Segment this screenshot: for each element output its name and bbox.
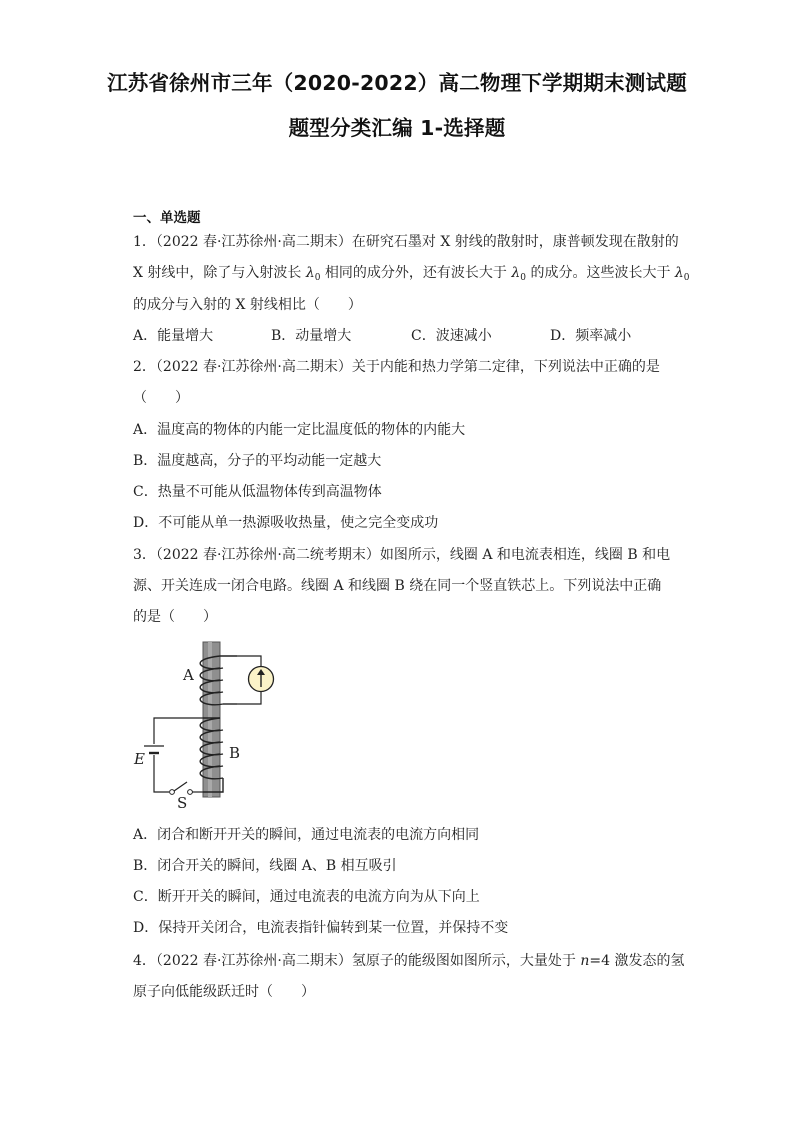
coil-a-label: A xyxy=(183,666,194,684)
q2-option-d: D．不可能从单一热源吸收热量，使之完全变成功 xyxy=(133,515,439,531)
q3-stem-line-3: 的是（ ） xyxy=(133,609,217,625)
battery-icon xyxy=(144,746,164,753)
q3-option-b: B．闭合开关的瞬间，线圈 A、B 相互吸引 xyxy=(133,858,397,874)
q2-option-a: A．温度高的物体的内能一定比温度低的物体的内能大 xyxy=(133,422,466,438)
document-title-line-2: 题型分类汇编 1-选择题 xyxy=(288,116,506,140)
q2-stem-line-1: 2．（2022 春·江苏徐州·高二期末）关于内能和热力学第二定律，下列说法中正确的是 xyxy=(133,359,660,375)
q2-option-c: C．热量不可能从低温物体传到高温物体 xyxy=(133,484,382,500)
coil-circuit-figure xyxy=(125,636,295,816)
q4-stem-line-2: 原子向低能级跃迁时（ ） xyxy=(133,984,315,1000)
q3-option-c: C．断开开关的瞬间，通过电流表的电流方向为从下向上 xyxy=(133,889,480,905)
q4-stem-line-1: 4．（2022 春·江苏徐州·高二期末）氢原子的能级图如图所示，大量处于 n=4 激发态的氢 xyxy=(133,953,685,969)
q2-option-b: B．温度越高，分子的平均动能一定越大 xyxy=(133,453,382,469)
switch-label: S xyxy=(177,794,188,812)
q1-stem-line-3: 的成分与入射的 X 射线相比（ ） xyxy=(133,297,362,313)
document-title-line-1: 江苏省徐州市三年（2020-2022）高二物理下学期期末测试题 xyxy=(107,71,687,95)
q1-option-c: C．波速减小 xyxy=(411,328,492,344)
switch-icon xyxy=(170,782,193,794)
section-heading: 一、单选题 xyxy=(133,210,201,226)
q1-options xyxy=(133,327,693,345)
lambda-symbol: λ xyxy=(511,265,521,281)
q3-option-d: D．保持开关闭合，电流表指针偏转到某一位置，并保持不变 xyxy=(133,920,509,936)
q3-stem-line-2: 源、开关连成一闭合电路。线圈 A 和线圈 B 绕在同一个竖直铁芯上。下列说法中正确 xyxy=(133,578,662,594)
lambda-symbol: λ xyxy=(674,265,684,281)
q3-option-a: A．闭合和断开开关的瞬间，通过电流表的电流方向相同 xyxy=(133,827,480,843)
q1-option-b: B．动量增大 xyxy=(271,328,352,344)
q1-option-d: D．频率减小 xyxy=(550,328,632,344)
q1-stem-line-1: 1．（2022 春·江苏徐州·高二期末）在研究石墨对 X 射线的散射时，康普顿发现在散射的 xyxy=(133,234,679,250)
coil-b-label: B xyxy=(229,744,241,762)
n-variable: n xyxy=(580,953,590,969)
lambda-symbol: λ xyxy=(305,265,315,281)
q1-option-a: A．能量增大 xyxy=(133,328,214,344)
battery-label: E xyxy=(134,750,145,768)
ammeter-icon xyxy=(249,667,274,692)
q1-stem-line-2: X 射线中，除了与入射波长 $\lambda_0$ 相同的成分外，还有波长大于 $\lambda_0$ 的成分。这些波长大于 $\lambda_0$ xyxy=(133,265,690,283)
q3-stem-line-1: 3．（2022 春·江苏徐州·高二统考期末）如图所示，线圈 A 和电流表相连，线圈 B 和电 xyxy=(133,547,671,563)
q2-stem-line-2: （ ） xyxy=(133,390,189,406)
